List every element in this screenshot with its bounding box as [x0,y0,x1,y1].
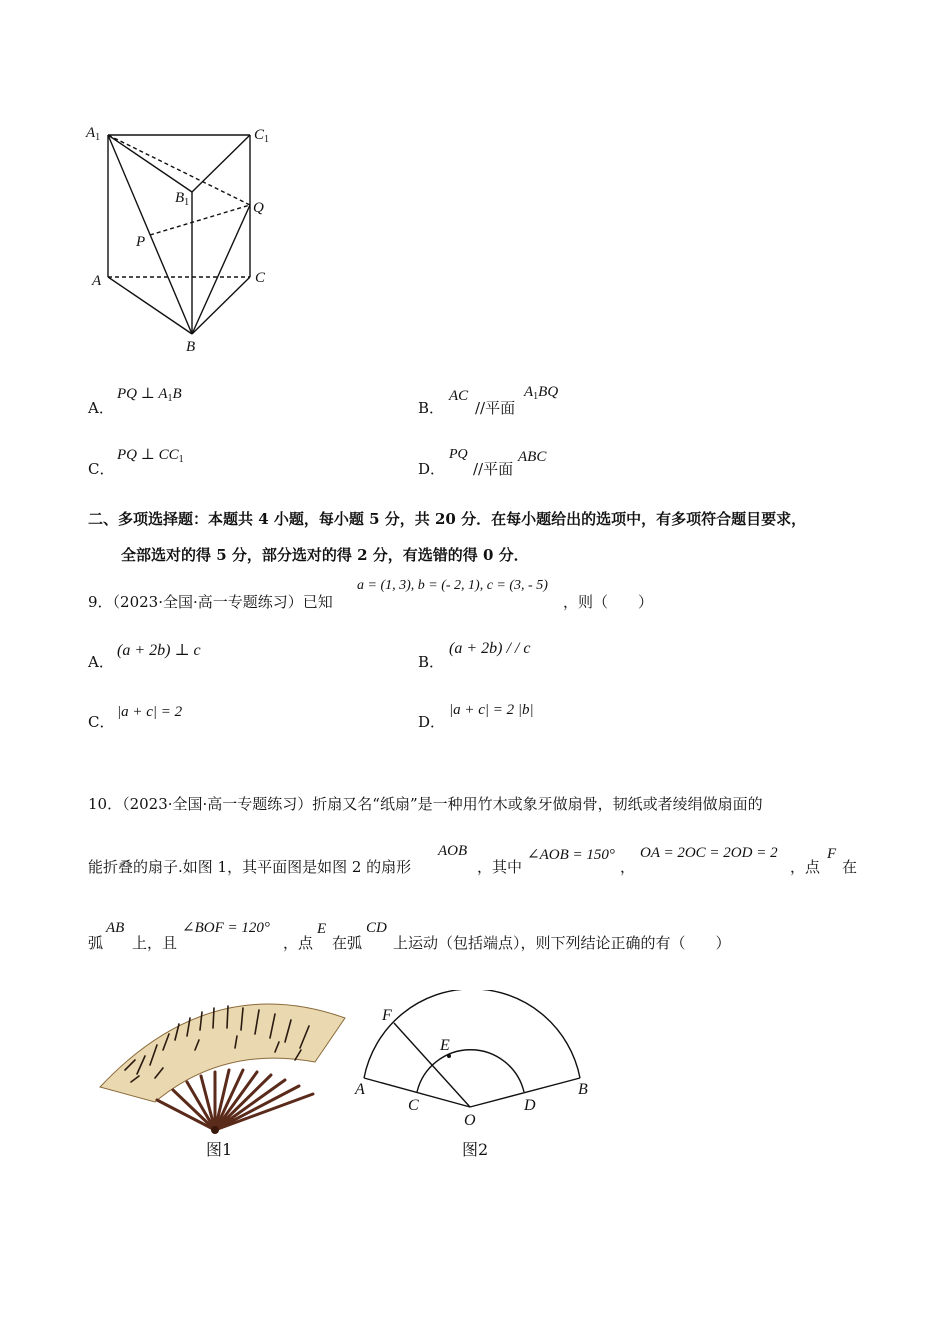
option-letter: B． [418,399,445,417]
math-tail: BQ [538,384,559,400]
q8-option-d [418,459,445,479]
q10-line3-a: 弧 [88,934,104,952]
label-p: P [136,234,146,250]
label-c1: $C_1$ [254,127,270,145]
fig1-caption: 图1 [206,1140,233,1159]
fan-photo-figure [95,990,355,1140]
q9-option-d-math: |a + c| = 2 |b| [449,702,534,718]
label-b1: $B_1$ [175,190,190,208]
q8-option-d-text: //平面 [473,460,514,478]
arc-cd [417,1050,524,1092]
math-sub: 1 [178,454,184,465]
section2-header-line1: 二、多项选择题：本题共 4 小题，每小题 5 分，共 20 分．在每小题给出的选项中，有多项符合题目要求， [88,510,807,528]
math-main: PQ ⊥ A [117,386,168,402]
fig2-caption: 图2 [462,1140,489,1159]
q8-option-d-math2: ABC [518,449,547,465]
q8-option-c-math [117,445,184,465]
q9-option-d: D． [418,713,446,731]
q8-option-a-math [117,384,182,404]
point-e [447,1054,451,1058]
label-d: D [524,1097,536,1114]
q10-line2-a: 能折叠的扇子.如图 1，其平面图是如图 2 的扇形 [88,858,412,876]
q10-line3-e: 上运动（包括端点），则下列结论正确的有（ ） [393,934,731,952]
segment-fo [394,1023,470,1107]
math-main: PQ ⊥ CC [117,447,179,463]
q8-option-b-math2 [524,384,558,402]
label-f: F [382,1007,392,1024]
q10-line3-m3: E [317,921,327,937]
sector-diagram [350,990,600,1130]
prism-figure [80,115,290,360]
option-letter: C． [88,460,115,478]
q10-line2-m3: OA = 2OC = 2OD = 2 [640,845,778,861]
math-tail: B [172,386,182,402]
q8-option-a [88,398,114,418]
q9-option-c-math: |a + c| = 2 [117,704,183,720]
q10-line3-m4: CD [366,920,387,936]
q8-option-b-math1: AC [449,388,469,404]
q9-prefix: 9．（2023·全国·高一专题练习）已知 [88,593,333,611]
label-c: C [408,1097,419,1114]
q10-line2-m1: AOB [438,843,468,859]
label-a: A [92,273,102,289]
fan-pivot [211,1126,219,1134]
q10-line2-e: 在 [842,858,858,876]
label-q: Q [253,200,264,216]
q10-line3-b: 上，且 [132,934,178,952]
q10-line2-m2: ∠AOB = 150° [527,847,615,863]
q8-option-b-text: //平面 [475,399,516,417]
q10-line2-b: ，其中 [477,858,523,876]
q9-option-b: B． [418,653,445,671]
fan-paper [100,1004,345,1102]
q9-option-a: A． [88,653,114,671]
option-letter: D． [418,460,446,478]
math-sub: 1 [533,391,539,402]
q8-option-c [88,459,114,479]
q9-option-a-math: (a + 2b) ⊥ c [117,642,201,659]
q8-option-d-math1: PQ [449,447,468,462]
q10-line3-d: 在弧 [332,934,363,952]
q10-line3-m2: ∠BOF = 120° [182,920,270,936]
label-b: B [578,1081,588,1098]
label-o: O [464,1112,476,1129]
q9-suffix: ，则（ ） [563,593,654,611]
q8-option-b [418,398,444,418]
arc-ab [364,990,580,1078]
q10-line3-c: ，点 [283,934,314,952]
q9-option-c: C． [88,713,115,731]
math-sub: 1 [167,393,173,404]
label-c: C [255,270,266,286]
label-a1: $A_1$ [86,125,101,143]
q9-given-vectors: a = (1, 3), b = (- 2, 1), c = (3, - 5) [357,578,548,593]
q10-line1: 10．（2023·全国·高一专题练习）折扇又名“纸扇”是一种用竹木或象牙做扇骨，韧纸或者绫绢做扇面的 [88,795,763,813]
label-b: B [186,339,196,355]
section2-header-line2: 全部选对的得 5 分，部分选对的得 2 分，有选错的得 0 分． [121,546,529,564]
q10-line2-m4: F [827,846,837,862]
math-main: A [524,384,534,400]
q9-option-b-math: (a + 2b) / / c [449,640,531,657]
option-letter: A． [88,399,114,417]
q10-line2-c: ， [620,858,636,876]
label-e: E [440,1037,450,1054]
q10-line3-m1: AB [106,920,125,936]
q10-line2-d: ，点 [790,858,821,876]
label-a: A [355,1081,365,1098]
